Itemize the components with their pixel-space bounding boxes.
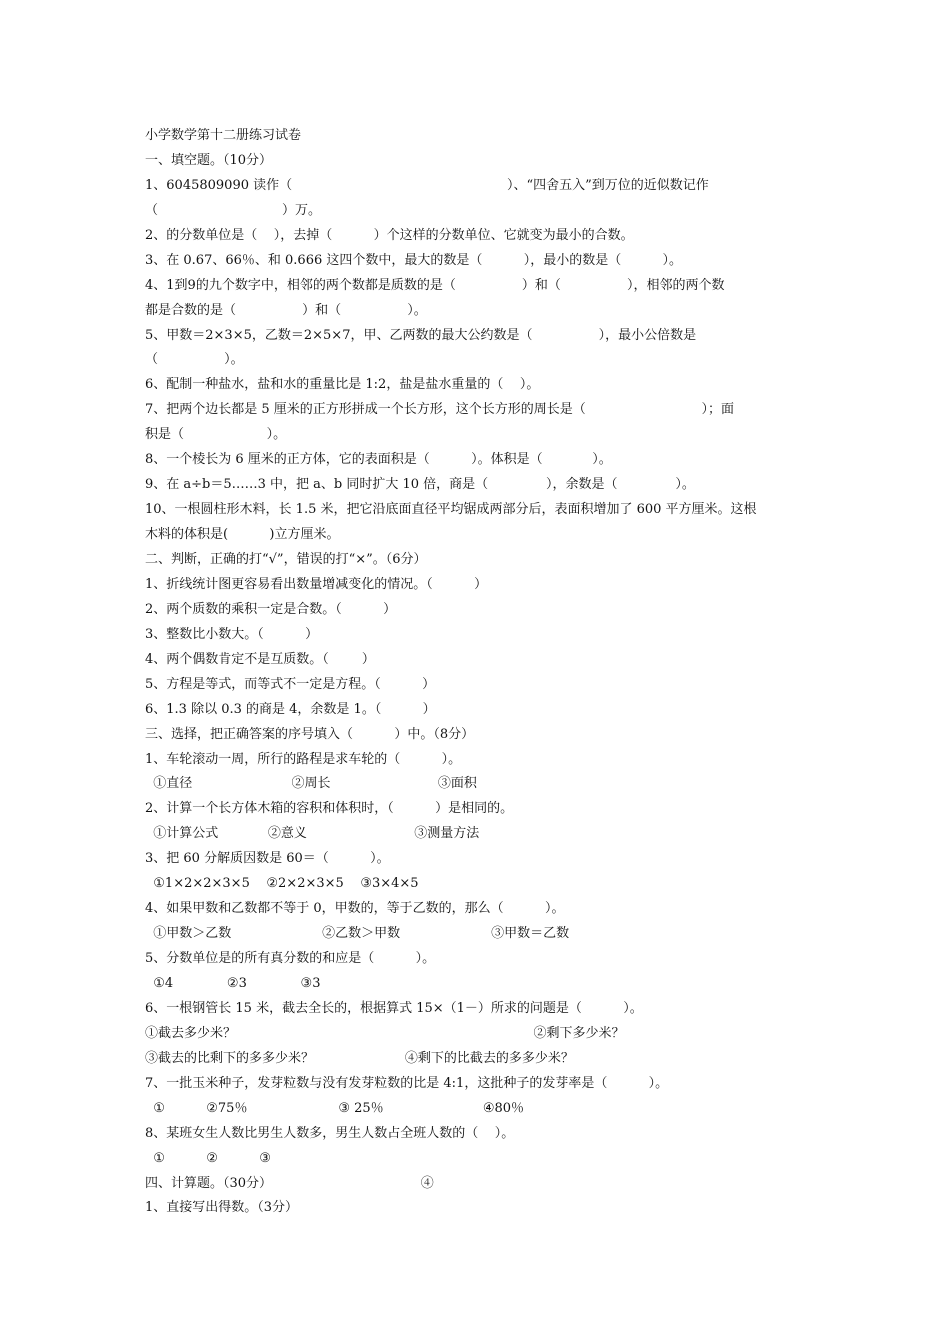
text-line: 4、1到9的九个数字中，相邻的两个数都是质数的是（ ）和（ ），相邻的两个数	[145, 278, 725, 293]
text-line: 6、一根钢管长 15 米，截去全长的，根据算式 15×（1－）所求的问题是（ ）。	[145, 1001, 643, 1016]
text-line: 三、选择，把正确答案的序号填入（ ）中。（8分）	[145, 727, 475, 742]
text-line: 3、整数比小数大。（ ）	[145, 627, 319, 642]
text-line: 6、1.3 除以 0.3 的商是 4，余数是 1。（ ）	[145, 702, 436, 717]
text-line: 5、甲数＝2×3×5，乙数＝2×5×7，甲、乙两数的最大公约数是（ ），最小公倍数是	[145, 328, 697, 343]
text-line: ① ② ③	[145, 1151, 271, 1166]
text-line: 2、两个质数的乘积一定是合数。（ ）	[145, 602, 397, 617]
text-line: 木料的体积是( )立方厘米。	[145, 527, 340, 542]
text-line: 9、在 a÷b＝5……3 中，把 a、b 同时扩大 10 倍，商是（ ），余数是（ ）。	[145, 477, 695, 492]
text-line: 10、一根圆柱形木料，长 1.5 米，把它沿底面直径平均锯成两部分后，表面积增加了 600 平方厘米。这根	[145, 502, 757, 517]
text-line: 4、两个偶数肯定不是互质数。（ ）	[145, 652, 375, 667]
text-line: 一、填空题。（10分）	[145, 153, 273, 168]
text-line: 都是合数的是（ ）和（ ）。	[145, 303, 427, 318]
text-line: ③截去的比剩下的多多少米？ ④剩下的比截去的多多少米？	[145, 1051, 574, 1066]
text-line: 1、直接写出得数。（3分）	[145, 1200, 299, 1215]
text-line: 1、车轮滚动一周，所行的路程是求车轮的（ ）。	[145, 752, 462, 767]
text-line: ①1×2×2×3×5 ②2×2×3×5 ③3×4×5	[145, 876, 419, 891]
document-title: 小学数学第十二册练习试卷	[145, 128, 302, 143]
text-line: 1、6045809090 读作（ ）、“四舍五入”到万位的近似数记作	[145, 178, 709, 193]
text-line: ① ②75％ ③ 25％ ④80％	[145, 1101, 525, 1116]
text-line: 2、计算一个长方体木箱的容积和体积时，（ ）是相同的。	[145, 801, 514, 816]
text-line: 4、如果甲数和乙数都不等于 0，甲数的，等于乙数的，那么（ ）。	[145, 901, 565, 916]
text-line: ①计算公式 ②意义 ③测量方法	[145, 826, 480, 841]
text-line: 8、一个棱长为 6 厘米的正方体，它的表面积是（ ）。体积是（ ）。	[145, 452, 612, 467]
text-line: 四、计算题。（30分） ④	[145, 1176, 434, 1191]
text-line: ①截去多少米？ ②剩下多少米？	[145, 1026, 625, 1041]
text-line: ①直径 ②周长 ③面积	[145, 776, 477, 791]
text-line: 二、判断，正确的打“√”，错误的打“×”。（6分）	[145, 552, 427, 567]
text-line: 积是（ ）。	[145, 427, 287, 442]
text-line: 6、配制一种盐水，盐和水的重量比是 1:2，盐是盐水重量的（ ）。	[145, 377, 540, 392]
text-line: ①甲数＞乙数 ②乙数＞甲数 ③甲数＝乙数	[145, 926, 570, 941]
text-line: 1、折线统计图更容易看出数量增减变化的情况。（ ）	[145, 577, 488, 592]
text-line: （ ）。	[145, 352, 244, 367]
text-line: 2、的分数单位是（ ），去掉（ ）个这样的分数单位、它就变为最小的合数。	[145, 228, 634, 243]
text-line: （ ）万。	[145, 203, 321, 218]
text-line: 3、把 60 分解质因数是 60＝（ ）。	[145, 851, 390, 866]
text-line: 7、一批玉米种子，发芽粒数与没有发芽粒数的比是 4:1，这批种子的发芽率是（ ）。	[145, 1076, 669, 1091]
text-line: 7、把两个边长都是 5 厘米的正方形拼成一个长方形，这个长方形的周长是（ ）；面	[145, 402, 735, 417]
text-line: 8、某班女生人数比男生人数多，男生人数占全班人数的（ ）。	[145, 1126, 515, 1141]
text-line: 5、分数单位是的所有真分数的和应是（ ）。	[145, 951, 436, 966]
text-line: ①4 ②3 ③3	[145, 976, 321, 991]
text-line: 5、方程是等式，而等式不一定是方程。（ ）	[145, 677, 436, 692]
text-line: 3、在 0.67、66％、和 0.666 这四个数中，最大的数是（ ），最小的数是（ ）。	[145, 253, 683, 268]
